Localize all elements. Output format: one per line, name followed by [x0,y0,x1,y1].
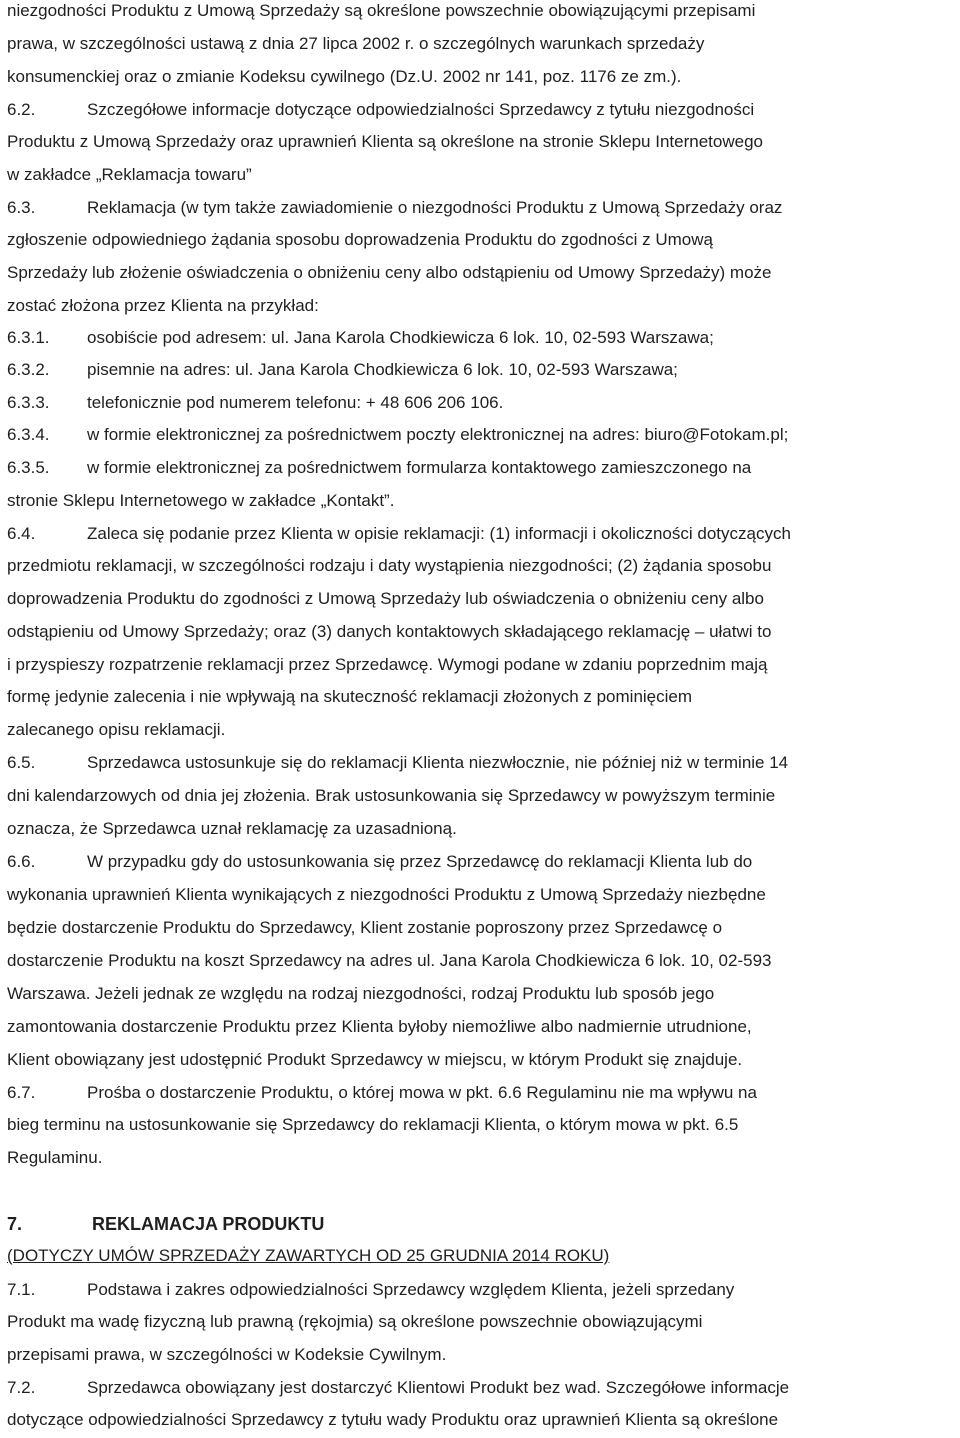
text-line [7,851,957,873]
text-line [7,490,957,512]
line-text: telefonicznie pod numerem telefonu: + 48 606 206 106. [87,393,504,412]
text-line [7,0,957,22]
clause-number: 6.3.1. [7,328,50,347]
text-line [7,33,957,55]
text-line [7,917,957,939]
text-line [7,327,957,349]
line-text: REKLAMACJA PRODUKTU [92,1214,325,1234]
line-text: i przyspieszy rozpatrzenie reklamacji przez Sprzedawcę. Wymogi podane w zdaniu poprzednim mają [7,655,768,674]
text-line [7,1049,957,1071]
line-text: pisemnie na adres: ul. Jana Karola Chodkiewicza 6 lok. 10, 02-593 Warszawa; [87,360,678,379]
text-line [7,1016,957,1038]
text-line [7,1082,957,1104]
line-text: Prośba o dostarczenie Produktu, o której mowa w pkt. 6.6 Regulaminu nie ma wpływu na [87,1083,757,1102]
line-text: niezgodności Produktu z Umową Sprzedaży są określone powszechnie obowiązującymi przepisami [7,1,756,20]
line-text: w formie elektronicznej za pośrednictwem formularza kontaktowego zamieszczonego na [87,458,752,477]
text-line [7,719,957,741]
line-text: oznacza, że Sprzedawca uznał reklamację za uzasadnioną. [7,819,457,838]
line-text: prawa, w szczególności ustawą z dnia 27 lipca 2002 r. o szczególnych warunkach sprzedaży [7,34,705,53]
text-line [7,686,957,708]
line-text: formę jedynie zalecenia i nie wpływają na skuteczność reklamacji złożonych z pominięciem [7,687,693,706]
section-heading [7,1213,957,1235]
text-line [7,1344,957,1366]
text-line [7,752,957,774]
text-line [7,983,957,1005]
text-line [7,818,957,840]
clause-number: 6.3.3. [7,393,50,412]
line-text: Sprzedawca obowiązany jest dostarczyć Klientowi Produkt bez wad. Szczegółowe informacje [87,1378,790,1397]
line-text: Podstawa i zakres odpowiedzialności Sprzedawcy względem Klienta, jeżeli sprzedany [87,1280,735,1299]
line-text: w zakładce „Reklamacja towaru” [7,165,252,184]
line-text: dotyczące odpowiedzialności Sprzedawcy z tytułu wady Produktu oraz uprawnień Klienta są określone [7,1410,779,1429]
text-line [7,457,957,479]
line-text: zalecanego opisu reklamacji. [7,720,226,739]
clause-number: 6.3. [7,198,36,217]
line-text: wykonania uprawnień Klienta wynikających z niezgodności Produktu z Umową Sprzedaży niezbędne [7,885,766,904]
text-line [7,555,957,577]
line-text: Reklamacja (w tym także zawiadomienie o niezgodności Produktu z Umową Sprzedaży oraz [87,198,783,217]
text-line [7,1114,957,1136]
line-text: dostarczenie Produktu na koszt Sprzedawcy na adres ul. Jana Karola Chodkiewicza 6 lok. 10, 02-593 [7,951,772,970]
text-line [7,359,957,381]
clause-number: 6.3.5. [7,458,50,477]
line-text: Sprzedaży lub złożenie oświadczenia o obniżeniu ceny albo odstąpieniu od Umowy Sprzedaży) może [7,263,772,282]
text-line [7,229,957,251]
line-text: Produkt ma wadę fizyczną lub prawną (rękojmia) są określone powszechnie obowiązującymi [7,1312,703,1331]
text-line [7,588,957,610]
line-text: przedmiotu reklamacji, w szczególności rodzaju i daty wystąpienia niezgodności; (2) żądania sposobu [7,556,772,575]
line-text: Szczegółowe informacje dotyczące odpowiedzialności Sprzedawcy z tytułu niezgodności [87,100,755,119]
text-line [7,197,957,219]
clause-number: 7. [7,1214,23,1234]
line-text: odstąpieniu od Umowy Sprzedaży; oraz (3) danych kontaktowych składającego reklamację – ułatwi to [7,622,772,641]
text-line [7,392,957,414]
line-text: bieg terminu na ustosunkowanie się Sprzedawcy do reklamacji Klienta, o którym mowa w pkt. 6.5 [7,1115,739,1134]
line-text: Regulaminu. [7,1148,103,1167]
clause-number: 7.2. [7,1378,36,1397]
line-text: Warszawa. Jeżeli jednak ze względu na rodzaj niezgodności, rodzaj Produktu lub sposób jego [7,984,715,1003]
line-text: Sprzedawca ustosunkuje się do reklamacji Klienta niezwłocznie, nie później niż w terminie 14 [87,753,789,772]
clause-number: 6.5. [7,753,36,772]
clause-number: 6.7. [7,1083,36,1102]
text-line [7,295,957,317]
line-text: przepisami prawa, w szczególności w Kodeksie Cywilnym. [7,1345,447,1364]
line-text: będzie dostarczenie Produktu do Sprzedawcy, Klient zostanie poproszony przez Sprzedawcę o [7,918,723,937]
line-text: zostać złożona przez Klienta na przykład: [7,296,319,315]
clause-number: 6.4. [7,524,36,543]
line-text: Produktu z Umową Sprzedaży oraz uprawnień Klienta są określone na stronie Sklepu Internetowego [7,132,763,151]
line-text: dni kalendarzowych od dnia jej złożenia. Brak ustosunkowania się Sprzedawcy w powyższym terminie [7,786,776,805]
text-line [7,262,957,284]
line-text: konsumenckiej oraz o zmianie Kodeksu cywilnego (Dz.U. 2002 nr 141, poz. 1176 ze zm.). [7,67,682,86]
text-line [7,1147,957,1169]
text-line [7,1377,957,1399]
text-line [7,654,957,676]
text-line [7,884,957,906]
text-line [7,66,957,88]
text-line [7,950,957,972]
line-text: Klient obowiązany jest udostępnić Produkt Sprzedawcy w miejscu, w którym Produkt się znajduje. [7,1050,743,1069]
clause-number: 6.6. [7,852,36,871]
text-line [7,99,957,121]
line-text: zgłoszenie odpowiedniego żądania sposobu doprowadzenia Produktu do zgodności z Umową [7,230,713,249]
line-text: stronie Sklepu Internetowego w zakładce „Kontakt”. [7,491,395,510]
line-text: osobiście pod adresem: ul. Jana Karola Chodkiewicza 6 lok. 10, 02-593 Warszawa; [87,328,714,347]
line-text: Zaleca się podanie przez Klienta w opisie reklamacji: (1) informacji i okoliczności dotyczących [87,524,791,543]
line-text: W przypadku gdy do ustosunkowania się przez Sprzedawcę do reklamacji Klienta lub do [87,852,753,871]
clause-number: 7.1. [7,1280,36,1299]
text-line [7,785,957,807]
text-line [7,164,957,186]
line-text: doprowadzenia Produktu do zgodności z Umową Sprzedaży lub oświadczenia o obniżeniu ceny albo [7,589,764,608]
line-text: w formie elektronicznej za pośrednictwem poczty elektronicznej na adres: biuro@Fotokam.pl; [87,425,789,444]
text-line [7,131,957,153]
text-line [7,523,957,545]
line-text: zamontowania dostarczenie Produktu przez Klienta byłoby niemożliwe albo nadmiernie utrudnione, [7,1017,752,1036]
text-line [7,1311,957,1333]
clause-number: 6.3.4. [7,425,50,444]
line-text: (DOTYCZY UMÓW SPRZEDAŻY ZAWARTYCH OD 25 GRUDNIA 2014 ROKU) [7,1246,610,1265]
clause-number: 6.2. [7,100,36,119]
text-line [7,1279,957,1301]
text-line [7,424,957,446]
section-subheading [7,1245,957,1267]
text-line [7,621,957,643]
text-line [7,1409,957,1431]
clause-number: 6.3.2. [7,360,50,379]
